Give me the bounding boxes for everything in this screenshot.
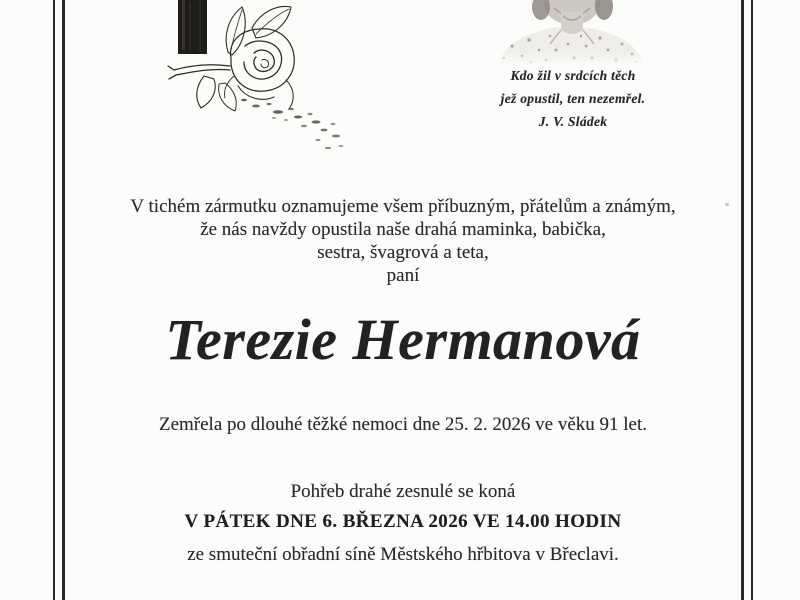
announcement-line-1: V tichém zármutku oznamujeme všem příbuzným, přátelům a známým, bbox=[130, 196, 676, 217]
funeral-line-3: ze smuteční obřadní síně Městského hřbitova v Břeclavi. bbox=[187, 544, 619, 565]
quote-author: J. V. Sládek bbox=[538, 114, 608, 129]
cross-icon bbox=[178, 0, 207, 54]
quote-line-1: Kdo žil v srdcích těch bbox=[510, 68, 636, 83]
quote-line-2: jež opustil, ten nezemřel. bbox=[500, 91, 646, 106]
border-right-inner bbox=[741, 0, 744, 600]
funeral-line-1: Pohřeb drahé zesnulé se koná bbox=[290, 481, 516, 502]
announcement-line-2: že nás navždy opustila naše drahá maminka, babička, bbox=[200, 219, 606, 240]
funeral-line-2: V PÁTEK DNE 6. BŘEZNA 2026 VE 14.00 HODIN bbox=[184, 511, 622, 532]
memorial-art bbox=[128, 0, 378, 165]
border-right-outer bbox=[751, 0, 753, 600]
portrait-shapes bbox=[484, 0, 656, 66]
border-left-inner bbox=[62, 0, 65, 600]
announcement-block bbox=[66, 195, 740, 287]
scan-speck bbox=[725, 203, 729, 206]
death-notice: Zemřela po dlouhé těžké nemoci dne 25. 2. 2026 ve věku 91 let. bbox=[158, 414, 648, 435]
announcement-line-3: sestra, švagrová a teta, bbox=[317, 242, 489, 263]
deceased-name: Terezie Hermanová bbox=[165, 307, 641, 372]
quote-block bbox=[443, 64, 703, 133]
portrait-photo bbox=[484, 0, 656, 66]
border-left-outer bbox=[53, 0, 55, 600]
announcement-line-4: paní bbox=[386, 265, 420, 286]
rose-speckles bbox=[241, 99, 344, 150]
